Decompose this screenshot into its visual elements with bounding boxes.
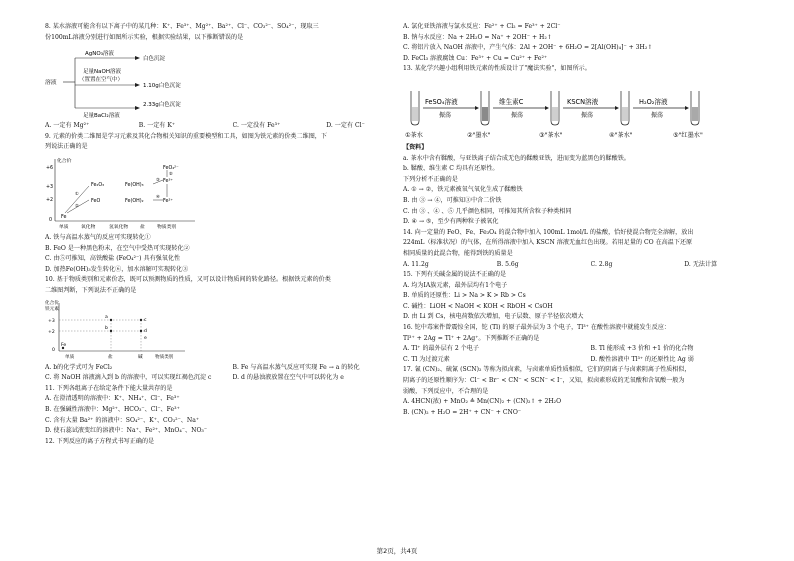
q13-shake-2: 振荡: [511, 111, 524, 119]
q12-option-b[interactable]: B. 钠与水反应：Na + 2H₂O = Na⁺ + 2OH⁻ + H₂↑: [403, 33, 552, 41]
q10-options-row-2: [45, 373, 420, 384]
q16-stem: 16. 铊中毒案件曾震惊全国，铊 (Tl) 的原子最外层为 3 个电子，Tl³⁺ 在酸性溶液中就能发生反应：: [403, 324, 671, 332]
q10-point-d: d: [144, 328, 147, 334]
right-column: [403, 22, 778, 418]
q8-options: [45, 121, 420, 132]
q15-option-a[interactable]: A. 均为IA族元素，最外层均有1个电子: [403, 281, 508, 289]
q17-stem-cont: 阴离子的还原性顺序为：Cl⁻ < Br⁻ < CN⁻ < SCN⁻ < I⁻，又知，拟卤素形成的无氧酸和含氧酸一般为: [403, 377, 685, 385]
q11-option-d[interactable]: D. 使石蕊试液变红的溶液中：Na⁺、Fe²⁺、MnO₄⁻、NO₃⁻: [45, 427, 208, 435]
q15-stem: 15. 下列有关碱金属的说法不正确的是: [403, 271, 507, 279]
q11-option-b[interactable]: B. 在强碱性溶液中：Mg²⁺、HCO₃⁻、Cl⁻、Fe³⁺: [45, 405, 180, 413]
q10-ylabel-1: 化合价: [45, 300, 59, 306]
q9-y2: +2: [46, 197, 54, 203]
q10-option-a[interactable]: A. b的化学式可为 FeCl₂: [45, 363, 113, 371]
q10-valence-diagram: [45, 299, 420, 361]
q10-ylabel-2: 铁元素: [45, 306, 59, 312]
q10-x4: 物质类别: [155, 354, 174, 360]
q10-x3: 碱: [138, 354, 143, 360]
q8-reagent-agno3: AgNO₃溶液: [85, 51, 114, 58]
q13-shake-1: 振荡: [439, 111, 452, 119]
q13-tube-3: ③"茶水": [539, 131, 563, 139]
q13-reagent-kscn: KSCN溶液: [567, 97, 599, 106]
q11-stem: 11. 下列各组离子在给定条件下能大量共存的是: [45, 384, 173, 392]
q14-stem-cont: 224mL（标准状况）的气体，在所得溶液中加入 KSCN 溶液无血红色出现。若用足量的 CO 在高温下还原: [403, 239, 693, 247]
q13-tube-4: ④"茶水": [609, 131, 633, 139]
q16-option-c[interactable]: C. Tl 为过渡元素: [403, 355, 450, 363]
q9-fe3: Fe³⁺: [163, 178, 173, 184]
q10-option-d[interactable]: D. d 的悬浊液放置在空气中可以转化为 e: [232, 374, 344, 382]
q11-option-c[interactable]: C. 含有大量 Ba²⁺ 的溶液中：SO₄²⁻、K⁺、CO₃²⁻、Na⁺: [45, 416, 200, 424]
q13-reagent-h2o2: H₂O₂溶液: [639, 97, 668, 106]
q13-experiment-diagram: [403, 77, 778, 141]
q10-option-b[interactable]: B. Fe 与高温水蒸气反应可实现 Fe → a 的转化: [232, 363, 360, 371]
q9-option-a[interactable]: A. 铁与高温水蒸气的反应可实现转化①: [45, 233, 151, 241]
q13-tube-2: ②"墨水": [467, 131, 491, 139]
q10-option-c[interactable]: C. 将 NaOH 溶液滴入到 b 的溶液中，可以实现红褐色沉淀 c: [45, 374, 212, 382]
q8-stem-cont: 份100mL溶液分别进行如图所示实验，根据实验结果，以下推断错误的是: [45, 33, 244, 41]
q10-point-c: c: [144, 317, 147, 323]
left-column: [45, 22, 420, 447]
q9-y6: +6: [46, 165, 54, 171]
q16-stem-cont: Tl³⁺ + 2Ag = Tl⁺ + 2Ag⁺。下列推断不正确的是: [403, 334, 540, 342]
q13-stem: 13. 某化学兴趣小组利用铁元素的性质设计了"魔法实验"，如图所示。: [403, 65, 591, 73]
q9-option-b[interactable]: B. FeO 是一种黑色粉末，在空气中受热可实现转化②: [45, 244, 190, 252]
q8-option-a[interactable]: A. 一定有 Mg²⁺: [45, 122, 90, 130]
q10-y3: +3: [48, 318, 55, 324]
q9-n2: ②: [75, 202, 79, 208]
q16-options-row-1: [403, 344, 778, 355]
q8-reagent-naoh-note: （置置在空气中）: [79, 77, 124, 84]
q8-solution-label: 溶液: [45, 80, 57, 87]
q8-result-3: 2.33g白色沉淀: [143, 102, 181, 109]
q9-y3: +3: [46, 184, 54, 190]
q9-feoh3: Fe(OH)₃: [125, 182, 144, 188]
q9-n4: ④: [156, 193, 160, 199]
q9-x4: 盐: [140, 224, 145, 230]
q12-option-d[interactable]: D. FeCl₃ 溶液腐蚀 Cu：Fe³⁺ + Cu = Cu²⁺ + Fe²⁺: [403, 54, 548, 62]
q10-stem: 10. 基于物质类别和元素价态，既可以预测物质的性质，又可以设计物质间的转化路径。根据铁元素的价类: [45, 276, 331, 284]
q12-option-c[interactable]: C. 将铝片放入 NaOH 溶液中，产生气体：2Al + 2OH⁻ + 6H₂O = 2[Al(OH)₄]⁻ + 3H₂↑: [403, 44, 653, 52]
q14-option-a[interactable]: A. 11.2g: [403, 260, 429, 268]
q16-option-b[interactable]: B. Tl 能形成 +3 价和 +1 价的化合物: [590, 345, 694, 353]
q8-stem: 8. 某水溶液可能含有以下离子中的某几种：K⁺、Fe³⁺、Mg²⁺、Ba²⁺、Cl⁻、CO₃²⁻、SO₄²⁻，现取三: [45, 23, 319, 30]
q16-options-row-2: [403, 355, 778, 366]
q14-stem: 14. 向一定量的 FeO、Fe、Fe₃O₄ 的混合物中加入 100mL 1mol/L 的盐酸，恰好使混合物完全溶解，放出: [403, 228, 694, 236]
q16-option-d[interactable]: D. 酸性溶液中 Tl³⁺ 的还原性比 Ag 弱: [590, 355, 694, 363]
q9-x1: 单质: [59, 224, 69, 230]
q13-shake-3: 振荡: [581, 111, 594, 119]
q9-n5: ⑤: [169, 170, 173, 176]
q8-option-d[interactable]: D. 一定有 Cl⁻: [326, 122, 365, 130]
q17-option-b[interactable]: B. (CN)₂ + H₂O = 2H⁺ + CN⁻ + CNO⁻: [403, 408, 522, 416]
q13-reagent-feso4: FeSO₄溶液: [425, 97, 458, 106]
q10-point-b: b: [105, 325, 108, 331]
q14-option-b[interactable]: B. 5.6g: [496, 260, 519, 268]
q14-options: [403, 260, 778, 271]
q12-stem: 12. 下列反应的离子方程式书写正确的是: [45, 437, 155, 445]
page-footer: 第2页，共4页: [376, 547, 418, 555]
q9-x3: 氢氧化物: [109, 224, 129, 230]
q9-option-d[interactable]: D. 加热Fe(OH)₃发生转化⑥，加水溶解可实现转化③: [45, 265, 189, 273]
q9-n3: ③: [156, 176, 160, 182]
q9-valence-diagram: [45, 155, 420, 231]
q8-diagram: [45, 45, 420, 119]
q13-reagent-vc: 维生素C: [499, 97, 524, 106]
q13-tube-1: ①茶水: [405, 131, 423, 139]
q10-point-e: e: [144, 335, 147, 341]
q13-option-b[interactable]: B. 由 ③ → ④，可推知③中含二价铁: [403, 196, 502, 204]
q9-feo: FeO: [91, 198, 101, 204]
q13-ask: 下列分析不正确的是: [403, 175, 458, 183]
q15-option-b[interactable]: B. 单质的还原性：Li > Na > K > Rb > Cs: [403, 292, 526, 300]
q13-shake-4: 振荡: [651, 111, 664, 119]
q11-option-a[interactable]: A. 在澄清透明的溶液中：K⁺、NH₄⁺、Cl⁻、Fe³⁺: [45, 395, 180, 403]
q10-y2: +2: [48, 329, 55, 335]
q14-option-d[interactable]: D. 无法计算: [684, 260, 718, 268]
q10-fe: Fe: [61, 342, 67, 348]
q10-y0: 0: [52, 347, 55, 353]
q9-n1: ①: [75, 190, 79, 196]
q8-result-2: 1.10g白色沉淀: [143, 83, 181, 90]
q13-info-title: 【资料】: [403, 143, 428, 151]
q9-fe: Fe: [61, 214, 67, 220]
q8-option-c[interactable]: C. 一定没有 Fe³⁺: [232, 122, 281, 130]
q9-feo4: FeO₄²⁻: [163, 165, 179, 171]
q17-stem-cont-2: 弱酸，下列反应中，不合理的是: [403, 387, 489, 395]
q10-options-row-1: [45, 363, 420, 374]
q13-option-a[interactable]: A. ① → ②，铁元素被氧气氧化生成了鞣酸铁: [403, 186, 523, 194]
q10-stem-cont: 二维图判断，下列说法不正确的是: [45, 286, 137, 294]
q13-option-d[interactable]: D. ④ → ⑤，至少有两种粒子被氧化: [403, 218, 499, 226]
q15-option-d[interactable]: D. 由 Li 到 Cs，核电荷数依次增加，电子层数、原子半径依次增大: [403, 313, 584, 321]
q9-ylabel: 化合价: [57, 158, 72, 164]
q8-reagent-naoh: 足量NaOH溶液: [83, 69, 121, 76]
q10-x2: 盐: [108, 354, 113, 360]
q15-option-c[interactable]: C. 碱性：LiOH < NaOH < KOH < RbOH < CsOH: [403, 302, 553, 310]
q12-option-a[interactable]: A. 氯化亚铁溶液与氯水反应：Fe²⁺ + Cl₂ = Fe³⁺ + 2Cl⁻: [403, 23, 561, 30]
q13-info-a: a. 茶水中含有鞣酸，与亚铁离子结合成无色的鞣酸亚铁，进而变为蓝黑色的鞣酸铁。: [403, 154, 630, 162]
q9-option-c[interactable]: C. 由⑤可推知，高铁酸盐 (FeO₄²⁻) 具有强氧化性: [45, 255, 181, 263]
q9-x5: 物质类别: [157, 224, 177, 230]
q9-y0: 0: [49, 217, 53, 223]
q9-x2: 氧化物: [81, 224, 96, 230]
q9-fe2o3: Fe₂O₃: [91, 182, 105, 188]
q8-reagent-bacl2: 足量BaCl₂溶液: [83, 113, 120, 120]
q9-stem-cont: 列说法正确的是: [45, 143, 88, 151]
q10-x1: 单质: [65, 354, 75, 360]
q17-stem: 17. 氰 (CN)₂、硫氰 (SCN)₂ 等称为拟卤素，与卤素单质性质相似，它们的阴离子与卤素阴离子性质相似，: [403, 366, 691, 374]
q14-stem-cont-2: 相同质量的此混合物，能得到铁的质量是: [403, 249, 513, 257]
q16-option-a[interactable]: A. Tl⁺ 的最外层有 2 个电子: [403, 345, 479, 353]
q9-stem: 9. 元素的价类二维图是学习元素及其化合物相关知识的重要模型和工具，如图为铁元素的价类二维图，下: [45, 132, 327, 140]
q13-info-b: b. 鞣酸、维生素 C 均具有还原性。: [403, 165, 499, 173]
q13-tube-5: ⑤"红墨水": [673, 131, 703, 139]
q13-option-c[interactable]: C. 由 ③ 、④ 、⑤ 几乎颜色相同，可推知其所含粒子种类相同: [403, 207, 572, 215]
q9-feoh2: Fe(OH)₂: [125, 198, 144, 204]
q9-fe2: Fe²⁺: [163, 198, 173, 204]
q10-point-a: a: [105, 314, 108, 320]
q8-result-1: 白色沉淀: [143, 56, 166, 63]
q8-option-b[interactable]: B. 一定有 K⁺: [138, 122, 176, 130]
q14-option-c[interactable]: C. 2.8g: [590, 260, 613, 268]
q17-option-a[interactable]: A. 4HCN(浓) + MnO₂ ≜ Mn(CN)₂ + (CN)₂↑ + 2H₂O: [403, 398, 562, 406]
